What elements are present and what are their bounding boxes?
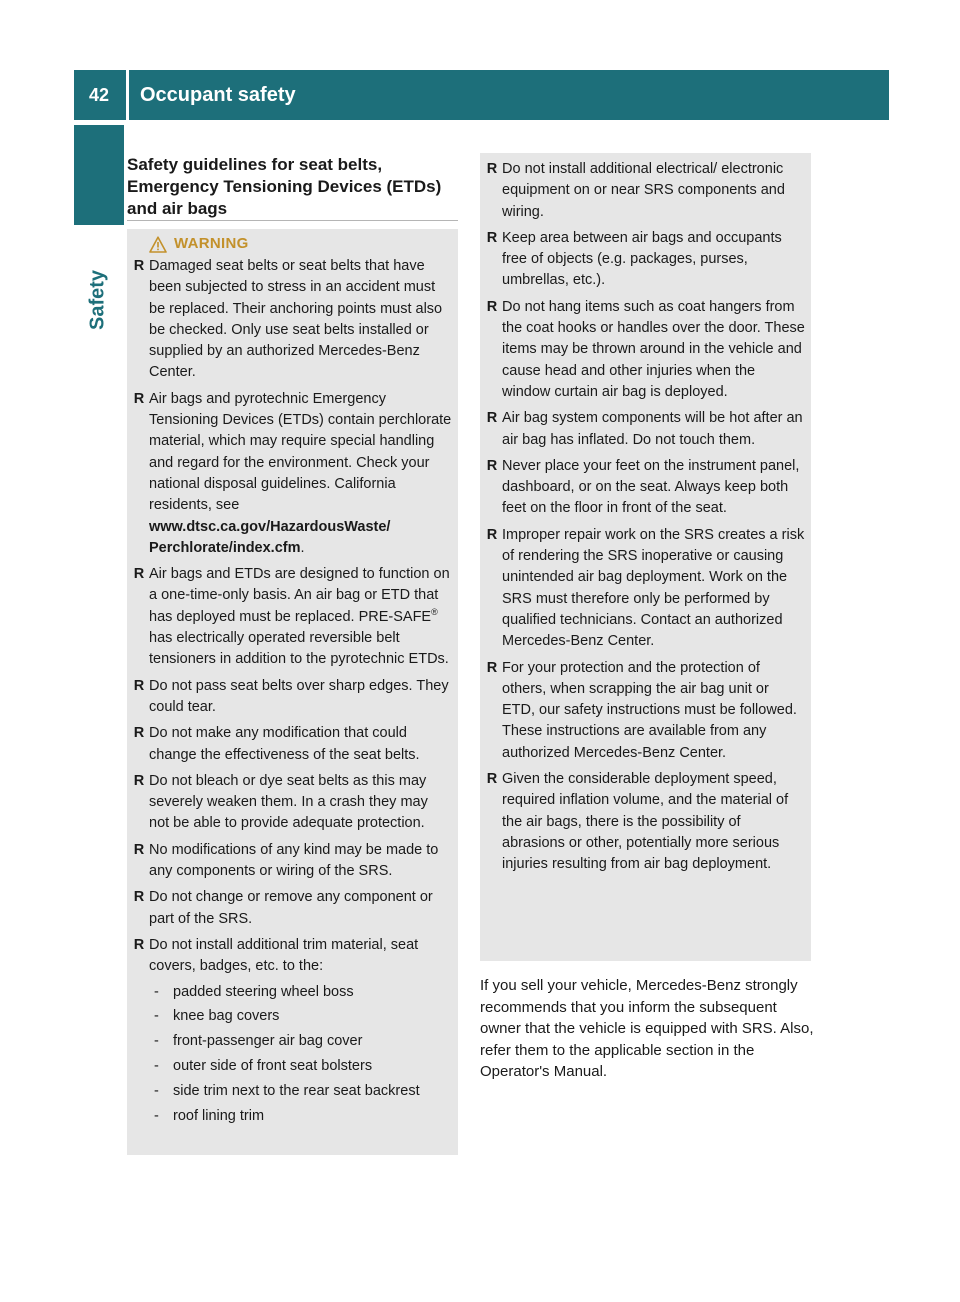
item-text: Do not bleach or dye seat belts as this may severely weaken them. In a crash they may not be able to provide adequate protection. (149, 772, 428, 832)
bullet-icon: R (133, 725, 145, 742)
item-text: Do not change or remove any component or part of the SRS. (149, 889, 433, 927)
bullet-icon: R (133, 390, 145, 407)
item-text: Do not hang items such as coat hangers from the coat hooks or handles over the door. These items may be thrown around in the vehicle and cause head and other injuries when the window curtain air bag is deployed. (502, 298, 805, 400)
item-text: Air bags and ETDs are designed to function on a one-time-only basis. An air bag or ETD that has deployed must be replaced. PRE-SAFE (149, 566, 450, 625)
list-item (486, 525, 805, 653)
list-item (133, 723, 452, 766)
dash-icon: - (154, 1083, 159, 1100)
list-item (133, 676, 452, 719)
bullet-icon: R (133, 772, 145, 789)
warning-list-left (133, 256, 452, 1128)
warning-box-right (480, 153, 811, 961)
bullet-icon: R (133, 566, 145, 583)
sub-item-text: roof lining trim (173, 1108, 265, 1125)
closing-paragraph: If you sell your vehicle, Mercedes-Benz strongly recommends that you inform the subsequent owner that the vehicle is equipped with SRS. Also, refer them to the applicable section in the Operator's Manual. (480, 977, 814, 1080)
item-text: Do not install additional electrical/ electronic equipment on or near SRS components and wiring. (502, 161, 785, 220)
sub-item-text: padded steering wheel boss (173, 983, 354, 1000)
list-item (486, 159, 805, 223)
sub-list-item (149, 1031, 452, 1052)
bullet-icon: R (133, 936, 145, 953)
list-item (486, 456, 805, 520)
warning-list-right (486, 159, 805, 876)
heading-rule (127, 220, 458, 221)
list-item (133, 935, 452, 1128)
bullet-icon: R (133, 841, 145, 858)
dash-icon: - (154, 1008, 159, 1025)
list-item (486, 658, 805, 764)
item-text: Air bags and pyrotechnic Emergency Tensioning Devices (ETDs) contain perchlorate material, which may require special handling and regard for the environment. Check your national disposal guidelines. California residents, see (149, 390, 452, 514)
item-text-end: . (300, 539, 305, 556)
sub-list-item (149, 1056, 452, 1077)
bullet-icon: R (133, 677, 145, 694)
item-text: No modifications of any kind may be made to any components or wiring of the SRS. (149, 841, 439, 880)
list-item (486, 769, 805, 875)
dash-icon: - (154, 983, 159, 1000)
url-link: www.dtsc.ca.gov/HazardousWaste/ Perchlorate/index.cfm (149, 518, 391, 556)
item-text: Never place your feet on the instrument panel, dashboard, or on the seat. Always keep both feet on the floor in front of the seat. (502, 457, 800, 517)
header-divider (126, 70, 129, 120)
list-item (133, 771, 452, 835)
item-text: Damaged seat belts or seat belts that have been subjected to stress in an accident must be replaced. Their anchoring points must also be checked. Only use seat belts installed or supplied by an authorized Mercedes-Benz Center. (149, 258, 443, 381)
dash-icon: - (154, 1033, 159, 1050)
sub-list-item (149, 1081, 452, 1102)
item-text-end: has electrically operated reversible belt tensioners in addition to the pyrotechnic ETDs. (149, 630, 449, 668)
bullet-icon: R (486, 229, 498, 246)
list-item (486, 228, 805, 292)
side-color-block (74, 125, 124, 225)
sub-list-item (149, 982, 452, 1003)
registered-mark: ® (431, 606, 438, 617)
sub-list-item (149, 1106, 452, 1127)
item-text: Air bag system components will be hot after an air bag has inflated. Do not touch them. (502, 410, 803, 448)
page-number: 42 (88, 85, 110, 105)
dash-icon: - (154, 1108, 159, 1125)
warning-header (149, 235, 452, 253)
item-text: Given the considerable deployment speed, required inflation volume, and the material of the air bags, there is the possibility of abrasions or other, potentially more serious injuries resulting from air bag deployment. (502, 771, 789, 873)
bullet-icon: R (486, 298, 498, 315)
bullet-icon: R (486, 526, 498, 543)
sub-item-text: front-passenger air bag cover (173, 1033, 363, 1050)
bullet-icon: R (133, 258, 145, 274)
list-item (133, 840, 452, 883)
sub-item-text: knee bag covers (173, 1008, 280, 1025)
list-item (133, 389, 452, 559)
warning-label: WARNING (174, 235, 249, 252)
sub-list-item (149, 1006, 452, 1027)
item-text: Improper repair work on the SRS creates a risk of rendering the SRS inoperative or causing unintended air bag deployment. Work on the SRS must therefore only be performed by qualified technicians. Contact an authorized Mercedes-Benz Center. (502, 526, 805, 650)
list-item (486, 408, 805, 451)
sub-item-text: outer side of front seat bolsters (173, 1058, 373, 1075)
list-item (133, 564, 452, 670)
section-heading: Safety guidelines for seat belts, Emergency Tensioning Devices (ETDs) and air bags (127, 155, 442, 218)
bullet-icon: R (486, 457, 498, 474)
side-tab-label: Safety (86, 269, 109, 331)
warning-triangle-icon (149, 236, 167, 253)
sub-list (149, 982, 452, 1128)
list-item (486, 297, 805, 403)
list-item (133, 256, 452, 384)
bullet-icon: R (486, 771, 498, 788)
warning-box-left (127, 229, 458, 1155)
item-text: For your protection and the protection of others, when scrapping the air bag unit or ETD, our safety instructions must be followed. These instructions are available from any authorized Mercedes-Benz Center. (502, 659, 797, 761)
sub-item-text: side trim next to the rear seat backrest (173, 1083, 420, 1100)
item-text: Do not install additional trim material, seat covers, badges, etc. to the: (149, 936, 419, 975)
list-item (133, 887, 452, 930)
bullet-icon: R (486, 659, 498, 676)
bullet-icon: R (133, 889, 145, 906)
item-text: Do not make any modification that could change the effectiveness of the seat belts. (149, 725, 420, 763)
item-text: Do not pass seat belts over sharp edges. They could tear. (149, 677, 449, 715)
dash-icon: - (154, 1058, 159, 1075)
item-text: Keep area between air bags and occupants free of objects (e.g. packages, purses, umbrellas, etc.). (502, 229, 782, 289)
page-title: Occupant safety (140, 84, 296, 106)
bullet-icon: R (486, 410, 498, 427)
header-bar (74, 70, 889, 120)
bullet-icon: R (486, 161, 498, 177)
